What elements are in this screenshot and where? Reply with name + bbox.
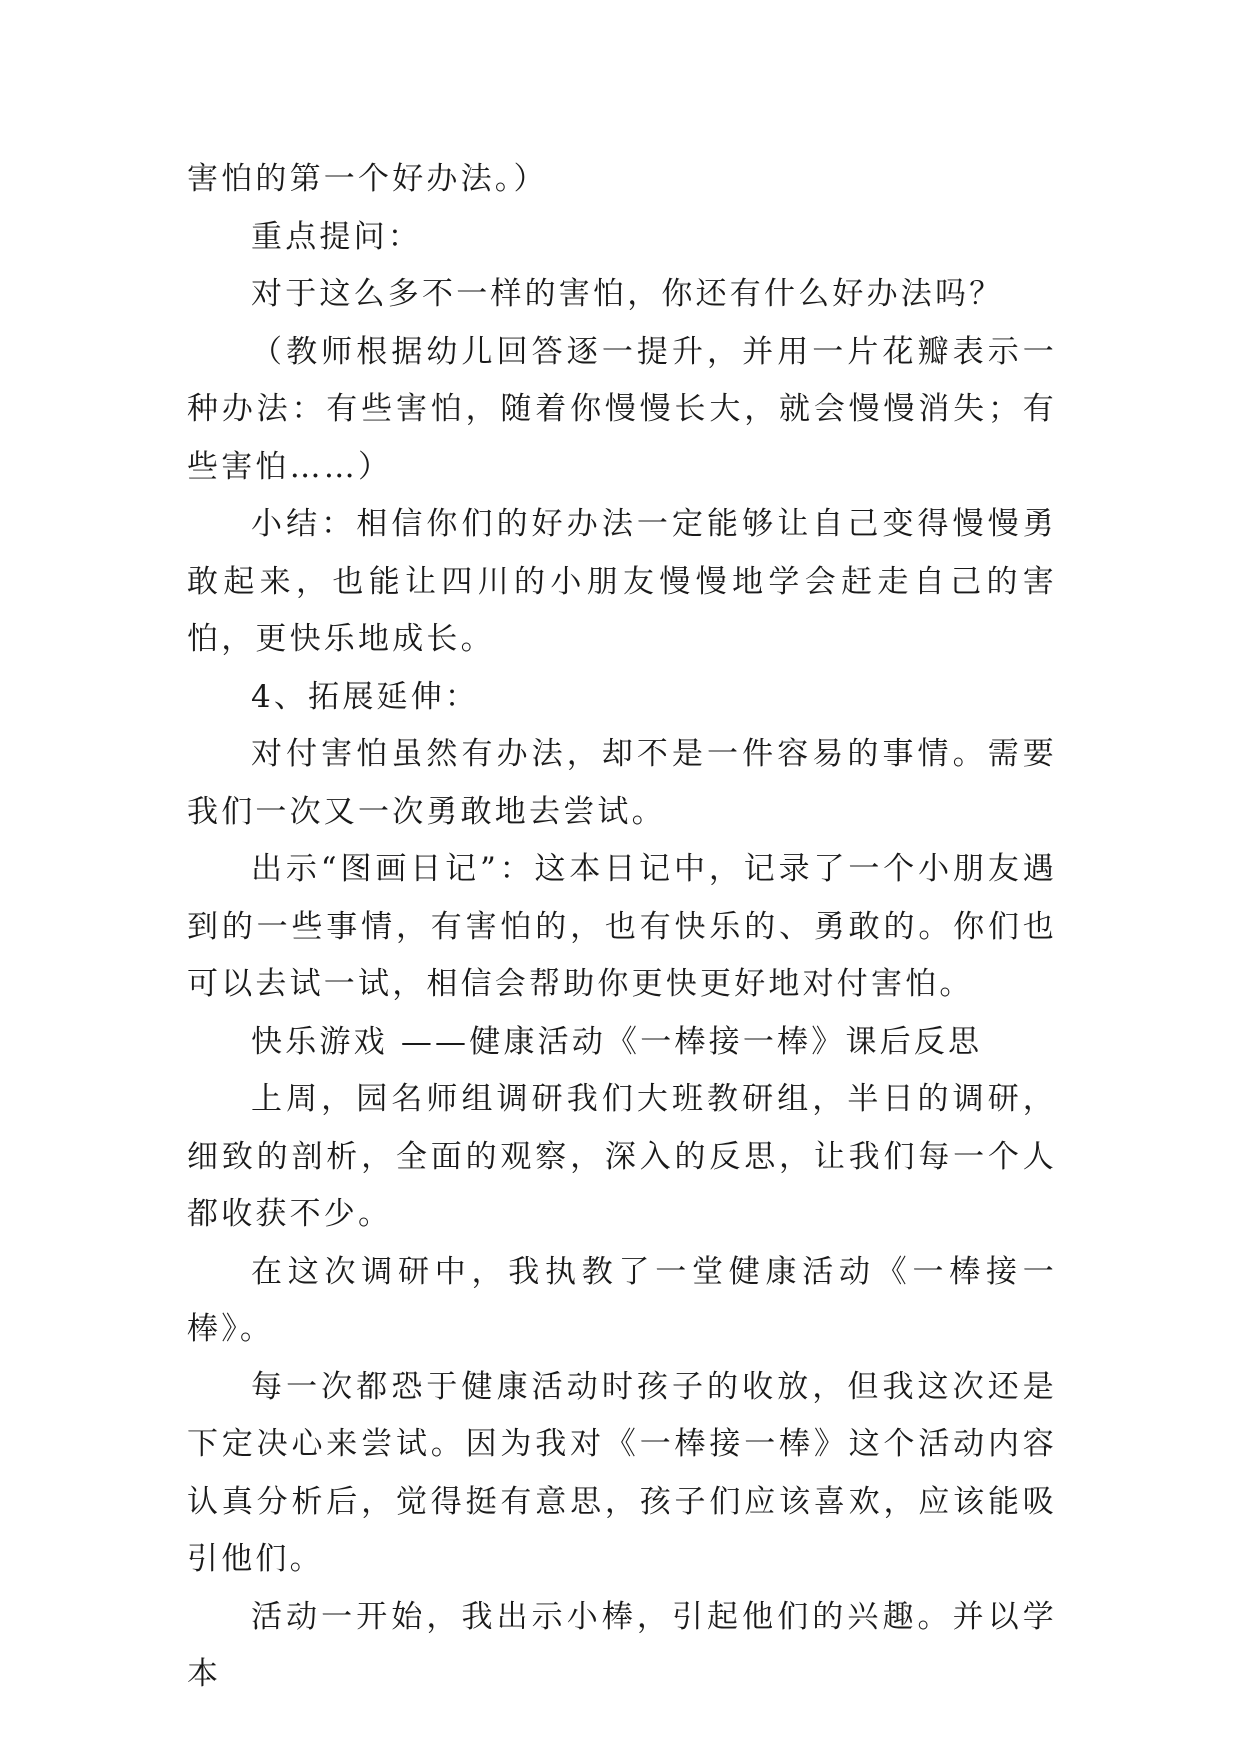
section-heading: 4、拓展延伸： (251, 678, 480, 715)
paragraph: 每一次都恐于健康活动时孩子的收放，但我这次还是下定决心来尝试。因为我对《一棒接一棒》这个活动内容认真分析后，觉得挺有意思，孩子们应该喜欢，应该能吸引他们。 (187, 1368, 1057, 1577)
paragraph: 对于这么多不一样的害怕，你还有什么好办法吗？ (251, 276, 1004, 312)
paragraph: 重点提问： (251, 218, 422, 255)
paragraph: 对付害怕虽然有办法，却不是一件容易的事情。需要我们一次又一次勇敢地去尝试。 (187, 736, 1057, 830)
paragraph: 小结：相信你们的好办法一定能够让自己变得慢慢勇敢起来，也能让四川的小朋友慢慢地学会赶走自己的害怕，更快乐地成长。 (187, 506, 1057, 657)
paragraph: 出示“图画日记”：这本日记中，记录了一个小朋友遇到的一些事情，有害怕的，也有快乐的、勇敢的。你们也可以去试一试，相信会帮助你更快更好地对付害怕。 (187, 851, 1057, 1002)
article-title: 快乐游戏 ——健康活动《一棒接一棒》课后反思 (251, 1023, 983, 1060)
paragraph: （教师根据幼儿回答逐一提升，并用一片花瓣表示一种办法：有些害怕，随着你慢慢长大，就会慢慢消失；有些害怕……） (187, 333, 1057, 485)
paragraph: 害怕的第一个好办法。） (187, 161, 548, 197)
paragraph: 活动一开始，我出示小棒，引起他们的兴趣。并以学本 (187, 1598, 1057, 1692)
document-body (187, 151, 1057, 1704)
paragraph: 上周，园名师组调研我们大班教研组，半日的调研，细致的剖析，全面的观察，深入的反思，让我们每一个人都收获不少。 (187, 1081, 1057, 1232)
paragraph: 在这次调研中，我执教了一堂健康活动《一棒接一棒》。 (187, 1253, 1057, 1347)
